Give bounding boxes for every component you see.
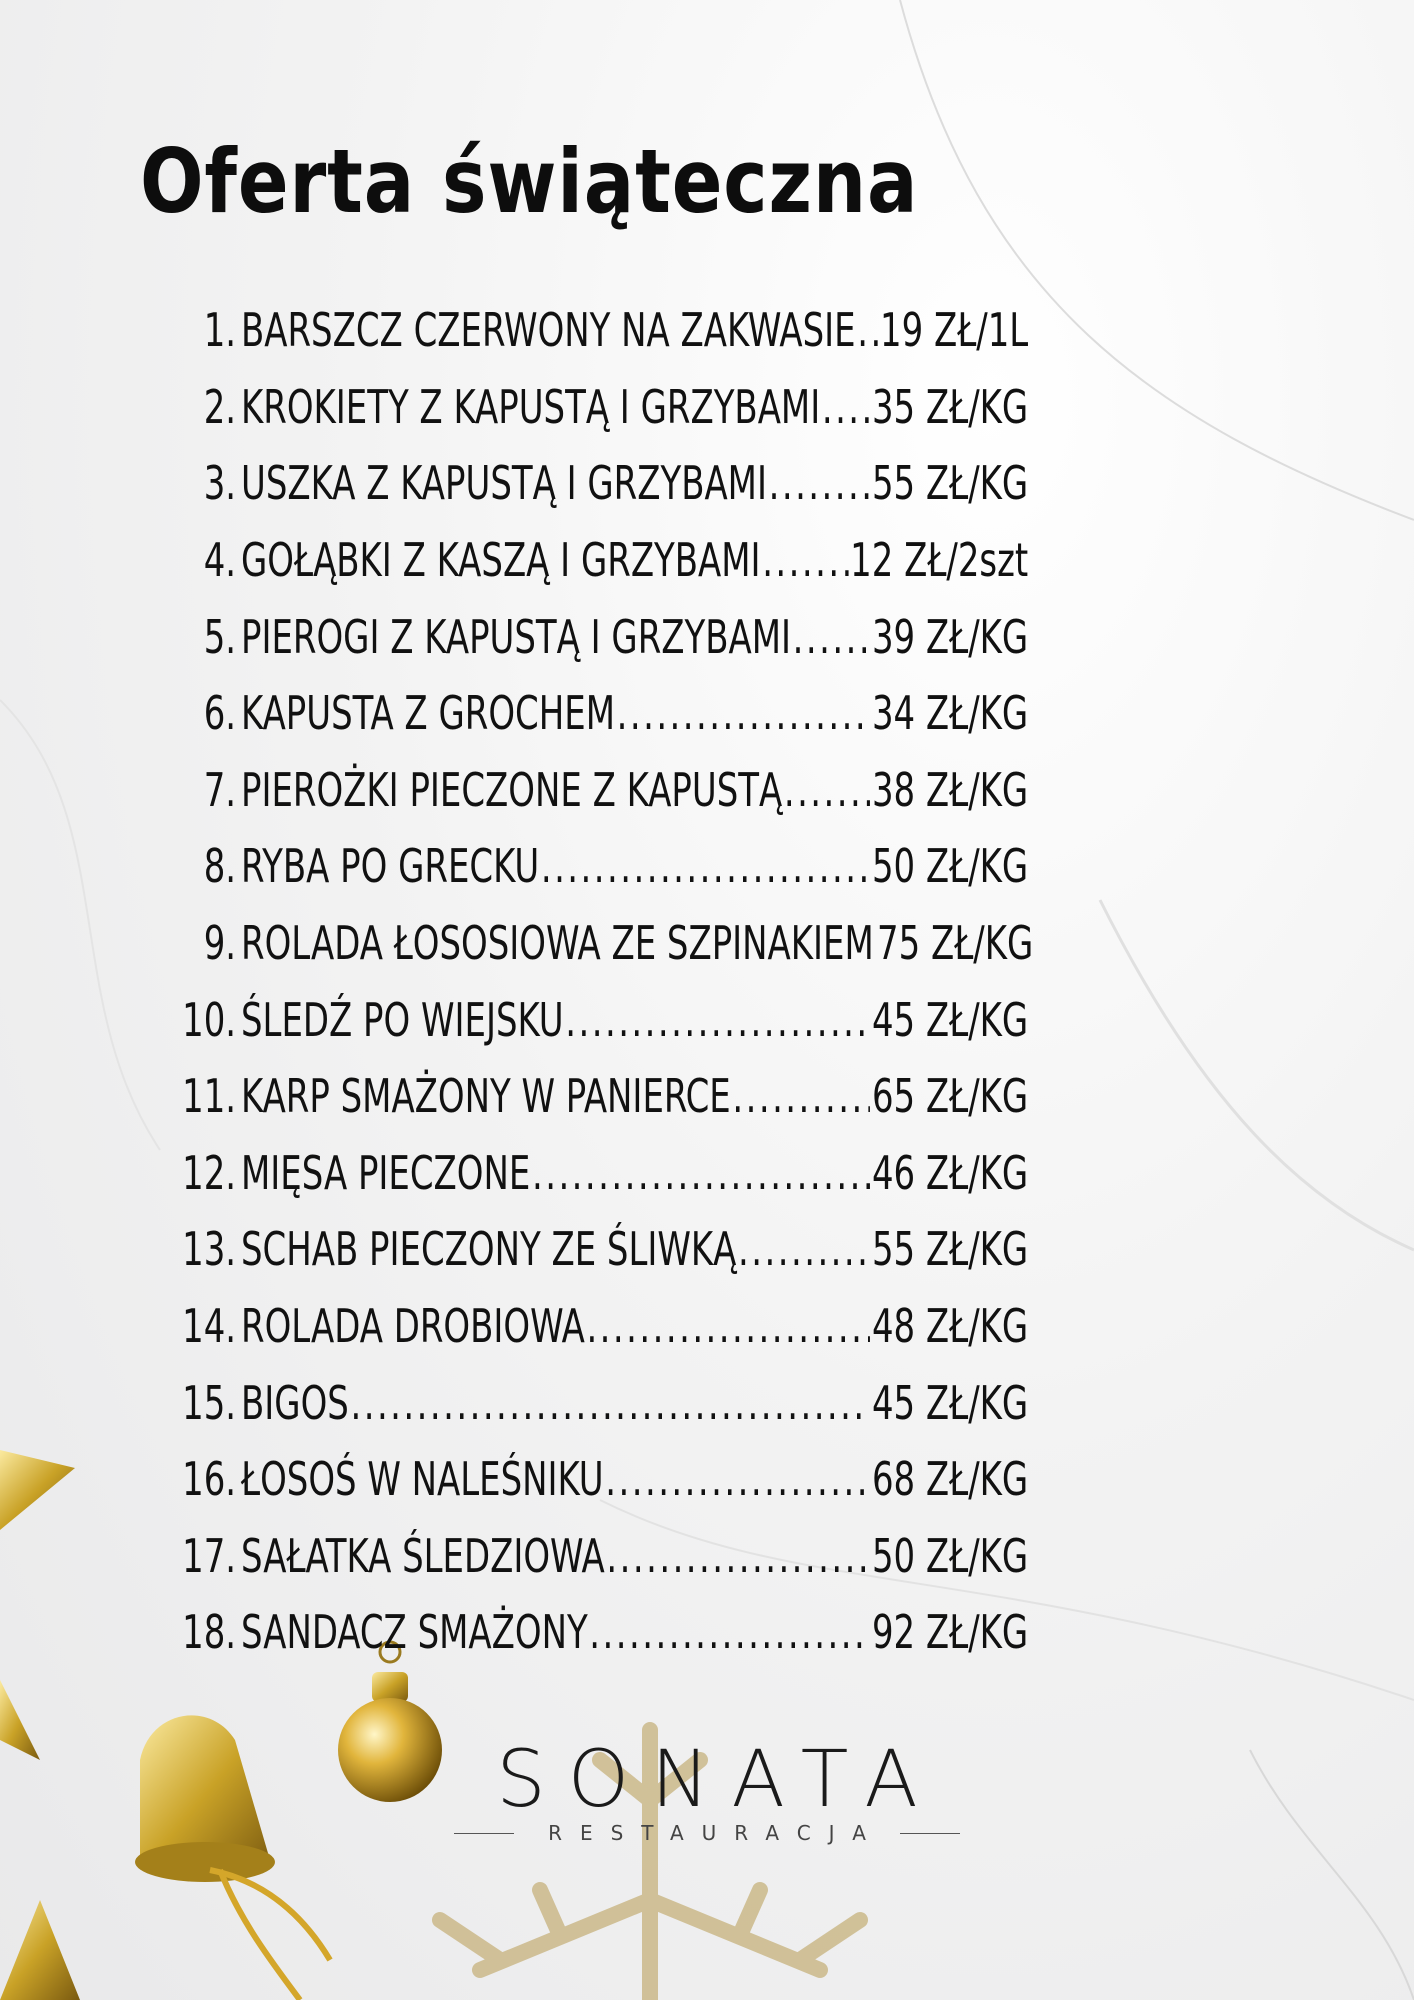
item-name: RYBA PO GRECKU bbox=[241, 839, 540, 894]
item-price: 55 ZŁ/KG bbox=[871, 456, 1029, 511]
menu-item bbox=[160, 292, 1220, 369]
dot-leader bbox=[784, 763, 870, 817]
menu-item bbox=[160, 1364, 1220, 1441]
logo-divider-right bbox=[900, 1833, 960, 1834]
item-row bbox=[241, 916, 1034, 971]
item-row bbox=[241, 533, 1028, 587]
menu-item bbox=[160, 828, 1220, 905]
gold-star-icon bbox=[0, 1450, 80, 2000]
item-number: 2. bbox=[203, 379, 237, 434]
logo-name: SONATA bbox=[496, 1735, 940, 1825]
item-price: 19 ZŁ/1L bbox=[880, 303, 1029, 358]
dot-leader bbox=[857, 303, 878, 357]
dot-leader bbox=[605, 1452, 870, 1506]
item-number: 4. bbox=[203, 533, 237, 588]
item-price: 34 ZŁ/KG bbox=[871, 686, 1029, 741]
item-row bbox=[241, 1069, 1028, 1123]
item-price: 45 ZŁ/KG bbox=[871, 992, 1029, 1047]
item-number: 9. bbox=[203, 916, 237, 971]
item-name: MIĘSA PIECZONE bbox=[241, 1145, 531, 1200]
menu-item bbox=[160, 445, 1220, 522]
item-name: ROLADA DROBIOWA bbox=[241, 1299, 585, 1354]
logo-tagline: RESTAURACJA bbox=[548, 1821, 884, 1845]
dot-leader bbox=[586, 1299, 870, 1353]
item-number: 3. bbox=[203, 456, 237, 511]
item-name: PIEROŻKI PIECZONE Z KAPUSTĄ bbox=[241, 762, 783, 817]
item-price: 92 ZŁ/KG bbox=[871, 1605, 1029, 1660]
item-name: KARP SMAŻONY W PANIERCE bbox=[241, 1069, 731, 1124]
dot-leader bbox=[589, 1605, 870, 1659]
dot-leader bbox=[822, 380, 870, 434]
item-price: 39 ZŁ/KG bbox=[871, 609, 1029, 664]
dot-leader bbox=[793, 610, 871, 664]
item-row bbox=[241, 380, 1028, 434]
item-price: 12 ZŁ/2szt bbox=[850, 533, 1029, 588]
menu-item bbox=[160, 1211, 1220, 1288]
item-name: USZKA Z KAPUSTĄ I GRZYBAMI bbox=[241, 456, 767, 511]
item-number: 13. bbox=[182, 1222, 237, 1277]
item-price: 46 ZŁ/KG bbox=[871, 1145, 1029, 1200]
item-name: ŁOSOŚ W NALEŚNIKU bbox=[241, 1452, 604, 1507]
item-name: KROKIETY Z KAPUSTĄ I GRZYBAMI bbox=[241, 379, 821, 434]
item-number: 18. bbox=[182, 1605, 237, 1660]
item-price: 50 ZŁ/KG bbox=[871, 839, 1029, 894]
dot-leader bbox=[606, 1529, 870, 1583]
item-row bbox=[241, 686, 1028, 740]
item-number: 16. bbox=[182, 1452, 237, 1507]
item-number: 7. bbox=[203, 762, 237, 817]
item-price: 48 ZŁ/KG bbox=[871, 1299, 1029, 1354]
menu-item bbox=[160, 675, 1220, 752]
menu-list bbox=[160, 292, 1220, 1671]
item-name: SAŁATKA ŚLEDZIOWA bbox=[241, 1528, 605, 1583]
item-name: ROLADA ŁOSOSIOWA ZE SZPINAKIEM bbox=[241, 916, 874, 971]
menu-item bbox=[160, 598, 1220, 675]
restaurant-logo bbox=[0, 1735, 1414, 1845]
item-price: 68 ZŁ/KG bbox=[871, 1452, 1029, 1507]
item-number: 10. bbox=[182, 992, 237, 1047]
item-name: SCHAB PIECZONY ZE ŚLIWKĄ bbox=[241, 1222, 737, 1277]
item-number: 17. bbox=[182, 1528, 237, 1583]
item-row bbox=[241, 1529, 1028, 1583]
menu-item bbox=[160, 1135, 1220, 1212]
dot-leader bbox=[732, 1069, 870, 1123]
item-number: 12. bbox=[182, 1145, 237, 1200]
menu-item bbox=[160, 752, 1220, 829]
menu-item bbox=[160, 981, 1220, 1058]
item-row bbox=[241, 993, 1028, 1047]
item-name: BIGOS bbox=[241, 1375, 349, 1430]
menu-item bbox=[160, 905, 1220, 982]
menu-item bbox=[160, 1518, 1220, 1595]
logo-subline bbox=[0, 1821, 1414, 1845]
item-number: 14. bbox=[182, 1299, 237, 1354]
item-row bbox=[241, 763, 1028, 817]
item-row bbox=[241, 1452, 1028, 1506]
item-row bbox=[241, 1222, 1028, 1276]
item-price: 38 ZŁ/KG bbox=[871, 762, 1029, 817]
menu-item bbox=[160, 369, 1220, 446]
item-number: 11. bbox=[182, 1069, 237, 1124]
dot-leader bbox=[532, 1146, 870, 1200]
item-number: 8. bbox=[203, 839, 237, 894]
item-row bbox=[241, 1376, 1028, 1430]
item-number: 15. bbox=[182, 1375, 237, 1430]
menu-item bbox=[160, 1441, 1220, 1518]
item-name: BARSZCZ CZERWONY NA ZAKWASIE bbox=[241, 303, 856, 358]
item-price: 35 ZŁ/KG bbox=[871, 379, 1029, 434]
item-row bbox=[241, 1299, 1028, 1353]
menu-item bbox=[160, 522, 1220, 599]
item-name: SANDACZ SMAŻONY bbox=[241, 1605, 588, 1660]
menu-item bbox=[160, 1288, 1220, 1365]
item-number: 6. bbox=[203, 686, 237, 741]
item-price: 50 ZŁ/KG bbox=[871, 1528, 1029, 1583]
item-name: GOŁĄBKI Z KASZĄ I GRZYBAMI bbox=[241, 533, 761, 588]
item-price: 45 ZŁ/KG bbox=[871, 1375, 1029, 1430]
logo-divider-left bbox=[454, 1833, 514, 1834]
item-row bbox=[241, 610, 1028, 664]
item-name: KAPUSTA Z GROCHEM bbox=[241, 686, 615, 741]
dot-leader bbox=[769, 456, 871, 510]
item-row bbox=[241, 839, 1028, 893]
item-number: 5. bbox=[203, 609, 237, 664]
dot-leader bbox=[565, 993, 870, 1047]
item-row bbox=[241, 1605, 1028, 1659]
item-row bbox=[241, 456, 1028, 510]
item-number: 1. bbox=[203, 303, 237, 358]
dot-leader bbox=[350, 1376, 870, 1430]
item-price: 55 ZŁ/KG bbox=[871, 1222, 1029, 1277]
item-row bbox=[241, 1146, 1028, 1200]
dot-leader bbox=[762, 533, 848, 587]
menu-item bbox=[160, 1058, 1220, 1135]
menu-item bbox=[160, 1594, 1220, 1671]
item-row bbox=[241, 303, 1028, 357]
dot-leader bbox=[541, 839, 870, 893]
item-price: 65 ZŁ/KG bbox=[871, 1069, 1029, 1124]
dot-leader bbox=[738, 1222, 870, 1276]
item-name: ŚLEDŹ PO WIEJSKU bbox=[241, 992, 564, 1047]
page-title: Oferta świąteczna bbox=[140, 130, 919, 233]
item-price: 75 ZŁ/KG bbox=[877, 916, 1034, 971]
dot-leader bbox=[617, 686, 871, 740]
item-name: PIEROGI Z KAPUSTĄ I GRZYBAMI bbox=[241, 609, 792, 664]
